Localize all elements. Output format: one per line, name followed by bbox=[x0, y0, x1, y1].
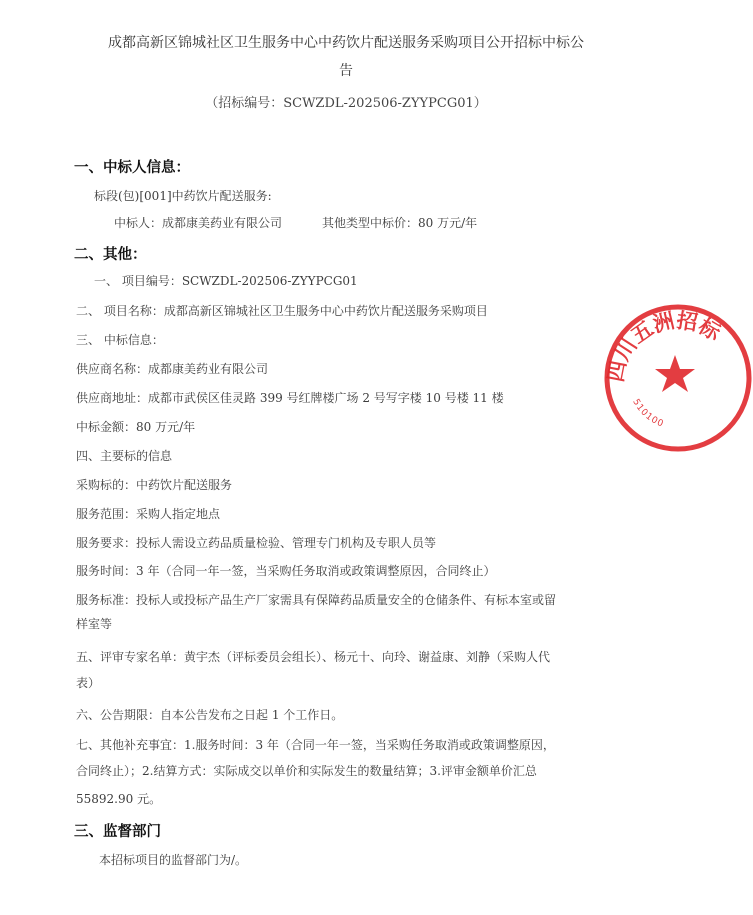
winner-label: 中标人：成都康美药业有限公司 bbox=[114, 216, 283, 230]
service-scope: 服务范围：采购人指定地点 bbox=[76, 507, 221, 521]
winner-line bbox=[114, 214, 477, 231]
item-project-name: 二、 项目名称：成都高新区锦城社区卫生服务中心中药饮片配送服务采购项目 bbox=[76, 304, 488, 318]
seal-text-path: 四川五洲招标 bbox=[603, 308, 725, 384]
supplement-line-3: 55892.90 元。 bbox=[76, 792, 162, 806]
project-code-line: （招标编号：SCWZDL-202506-ZYYPCG01） bbox=[205, 96, 487, 111]
award-amount: 中标金额：80 万元/年 bbox=[76, 420, 196, 434]
notice-period: 六、公告期限：自本公告发布之日起 1 个工作日。 bbox=[76, 708, 344, 722]
seal-number-path: 510100 bbox=[630, 397, 666, 430]
supervision-text: 本招标项目的监督部门为/。 bbox=[99, 853, 248, 867]
official-seal-stamp bbox=[603, 303, 753, 453]
title-line-1: 成都高新区锦城社区卫生服务中心中药饮片配送服务采购项目公开招标中标公 bbox=[108, 35, 584, 51]
item-award-info: 三、 中标信息： bbox=[76, 333, 164, 347]
service-standard-line-1: 服务标准：投标人或投标产品生产厂家需具有保障药品质量安全的仓储条件、有标本室或留 bbox=[76, 593, 557, 607]
supplier-address: 供应商地址：成都市武侯区佳灵路 399 号红牌楼广场 2 号写字楼 10 号楼 11 楼 bbox=[76, 391, 504, 405]
service-standard-line-2: 样室等 bbox=[76, 617, 113, 631]
title-line-2: 告 bbox=[339, 63, 353, 79]
expert-list-line-2: 表） bbox=[76, 676, 101, 690]
service-time: 服务时间：3 年（合同一年一签，当采购任务取消或政策调整原因，合同终止） bbox=[76, 564, 496, 578]
supplement-line-2: 合同终止）；2.结算方式：实际成交以单价和实际发生的数量结算；3.评审金额单价汇总 bbox=[76, 764, 537, 778]
item-project-code: 一、 项目编号：SCWZDL-202506-ZYYPCG01 bbox=[94, 274, 358, 288]
section-3-heading: 三、监督部门 bbox=[74, 824, 161, 840]
price-label: 其他类型中标价：80 万元/年 bbox=[322, 216, 478, 230]
section-2-heading: 二、其他： bbox=[74, 247, 147, 263]
lot-line: 标段(包)[001]中药饮片配送服务: bbox=[94, 189, 272, 203]
service-requirements: 服务要求：投标人需设立药品质量检验、管理专门机构及专职人员等 bbox=[76, 536, 437, 550]
seal-number bbox=[630, 398, 665, 430]
procurement-item: 采购标的：中药饮片配送服务 bbox=[76, 478, 233, 492]
supplement-line-1: 七、其他补充事宜：1.服务时间：3 年（合同一年一签，当采购任务取消或政策调整原因， bbox=[76, 738, 555, 752]
item-main-targets: 四、主要标的信息 bbox=[76, 449, 173, 463]
supplier-name: 供应商名称：成都康美药业有限公司 bbox=[76, 362, 269, 376]
section-1-heading: 一、中标人信息： bbox=[74, 160, 190, 176]
expert-list-line-1: 五、评审专家名单：黄宇杰（评标委员会组长）、杨元十、向玲、谢益康、刘静（采购人代 bbox=[76, 650, 551, 664]
seal-star-icon bbox=[655, 355, 695, 392]
